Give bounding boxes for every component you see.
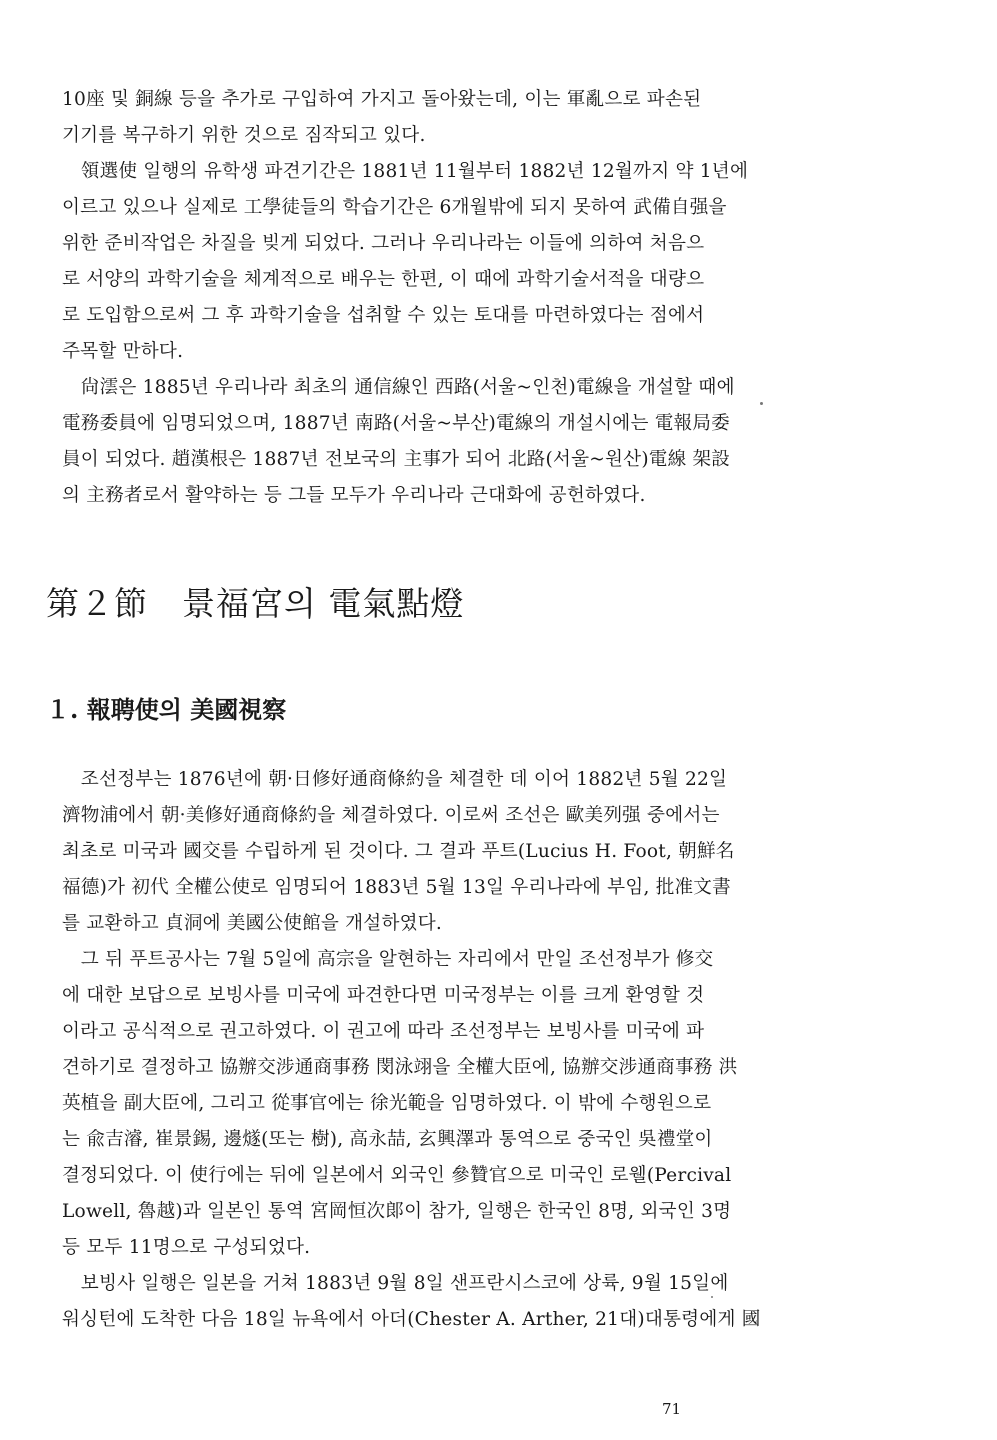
text-line: 濟物浦에서 朝·美修好通商條約을 체결하였다. 이로써 조선은 歐美列强 중에서는 [62,805,720,826]
scan-speck [711,1296,713,1298]
text-line: 로 서양의 과학기술을 체계적으로 배우는 한편, 이 때에 과학기술서적을 대량으 [62,269,705,290]
text-line: 의 主務者로서 활약하는 등 그들 모두가 우리나라 근대화에 공헌하였다. [62,485,646,506]
text-line: 최초로 미국과 國交를 수립하게 된 것이다. 그 결과 푸트(Lucius H. Foot, 朝鮮名 [62,841,735,862]
section-heading: １. 報聘使의 美國視察 [46,695,287,724]
page-number: 71 [662,1400,682,1418]
text-line: 위한 준비작업은 차질을 빚게 되었다. 그러나 우리나라는 이들에 의하여 처음으 [62,233,705,254]
text-line: 견하기로 결정하고 協辦交涉通商事務 閔泳翊을 全權大臣에, 協辦交涉通商事務 洪 [62,1057,738,1078]
text-line: 이라고 공식적으로 권고하였다. 이 권고에 따라 조선정부는 보빙사를 미국에 파 [62,1021,705,1042]
text-line: 電務委員에 임명되었으며, 1887년 南路(서울~부산)電線의 개설시에는 電報局委 [62,413,730,434]
text-line: 이르고 있으나 실제로 工學徒들의 학습기간은 6개월밖에 되지 못하여 武備自强을 [62,197,727,218]
text-line: 英植을 副大臣에, 그리고 從事官에는 徐光範을 임명하였다. 이 밖에 수행원으로 [62,1093,712,1114]
text-line: 그 뒤 푸트공사는 7월 5일에 高宗을 알현하는 자리에서 만일 조선정부가 修交 [62,949,714,970]
text-line: 결정되었다. 이 使行에는 뒤에 일본에서 외국인 參贊官으로 미국인 로웰(Percival [62,1165,732,1186]
text-line: 조선정부는 1876년에 朝·日修好通商條約을 체결한 데 이어 1882년 5월 22일 [62,769,728,790]
text-line: 를 교환하고 貞洞에 美國公使館을 개설하였다. [62,913,443,934]
text-line: 등 모두 11명으로 구성되었다. [62,1237,311,1258]
scan-speck [760,402,763,405]
text-line: 10座 및 銅線 등을 추가로 구입하여 가지고 돌아왔는데, 이는 軍亂으로 파손된 [62,89,702,110]
text-line: 로 도입함으로써 그 후 과학기술을 섭취할 수 있는 토대를 마련하였다는 점에서 [62,305,705,326]
text-line: 에 대한 보답으로 보빙사를 미국에 파견한다면 미국정부는 이를 크게 환영할 것 [62,985,705,1006]
text-line: 尙澐은 1885년 우리나라 최초의 通信線인 西路(서울~인천)電線을 개설할 때에 [62,377,735,398]
text-line: 領選使 일행의 유학생 파견기간은 1881년 11월부터 1882년 12월까지 약 1년에 [62,161,749,182]
text-line: 보빙사 일행은 일본을 거쳐 1883년 9월 8일 샌프란시스코에 상륙, 9월 15일에 [62,1273,729,1294]
text-line: 기기를 복구하기 위한 것으로 짐작되고 있다. [62,125,426,146]
text-line: 는 兪吉濬, 崔景錫, 邊燧(또는 樹), 高永喆, 玄興澤과 통역으로 중국인 吳禮堂이 [62,1129,713,1150]
text-line: 員이 되었다. 趙漢根은 1887년 전보국의 主事가 되어 北路(서울~원산)電線 架設 [62,449,731,470]
chapter-heading: 第２節 景福宮의 電氣點燈 [46,584,465,623]
text-line: Lowell, 魯越)과 일본인 통역 宮岡恒次郞이 참가, 일행은 한국인 8명, 외국인 3명 [62,1201,732,1222]
text-line: 워싱턴에 도착한 다음 18일 뉴욕에서 아더(Chester A. Arther, 21대)대통령에게 國 [62,1309,761,1330]
text-line: 주목할 만하다. [62,341,184,362]
text-line: 福德)가 初代 全權公使로 임명되어 1883년 5월 13일 우리나라에 부임, 批准文書 [62,877,731,898]
